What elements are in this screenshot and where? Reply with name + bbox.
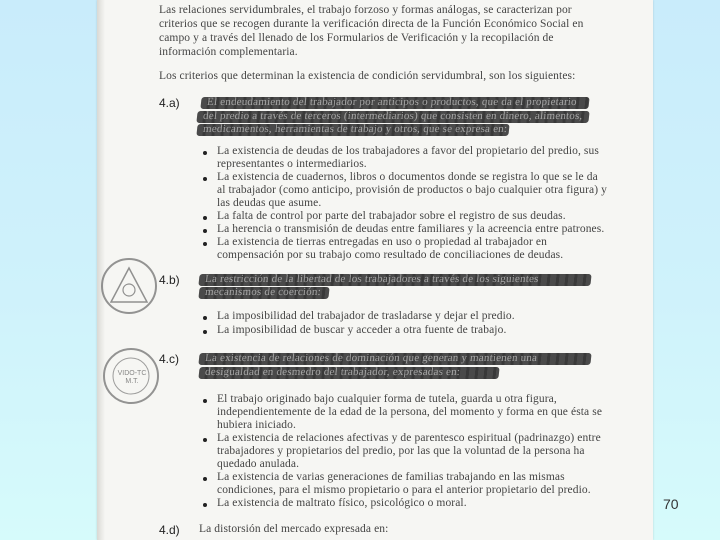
section-c-bullet-2-line-1: La existencia de relaciones afectivas y de parentesco espiritual (padrinazgo) entre (217, 432, 601, 444)
section-c-bullet-3-line-1: La existencia de varias generaciones de familias trabajando en las mismas (217, 471, 565, 483)
bullet-dot (203, 477, 207, 481)
bullet-dot (203, 216, 207, 220)
section-c-bullet-1-line-1: El trabajo originado bajo cualquier forma de tutela, guarda u otra figura, (217, 393, 557, 405)
section-a-bullet-2-line-2: al trabajador (como anticipo, provisión de productos o bajo cualquier otra figura) y (217, 184, 608, 196)
scanned-document-page (97, 0, 653, 540)
bullet-dot (203, 151, 207, 155)
section-c-bullet-1-line-2: independientemente de la edad de la persona, del momento y forma en que ésta se (217, 406, 603, 418)
official-round-stamp (103, 348, 159, 404)
bullet-dot (203, 330, 207, 334)
section-b-bullet-2: La imposibilidad de buscar y acceder a otra fuente de trabajo. (217, 324, 507, 336)
section-d-label: 4.d) (159, 523, 180, 537)
section-c-label: 4.c) (159, 352, 180, 366)
intro-line-4: información complementaria. (159, 46, 298, 58)
section-c-bullet-1-line-3: hubiera iniciado. (217, 419, 296, 431)
section-a-bullet-2-line-1: La existencia de cuadernos, libros o documentos donde se registra lo que se le da (217, 171, 598, 183)
section-b-label: 4.b) (159, 273, 180, 287)
bullet-dot (203, 316, 207, 320)
section-a-bullet-4: La herencia o transmisión de deudas entre familiares y la acreencia entre patrones. (217, 223, 605, 235)
section-a-bullet-5-line-2: compensación por su trabajo como resultado de conciliaciones de deudas. (217, 249, 564, 261)
stamp-emblem-top (101, 258, 157, 314)
intro-line-2: criterios que se recogen durante la verificación directa de la Función Económico Social en (159, 18, 584, 30)
stamp-triangle-icon (103, 260, 155, 312)
page-number: 70 (663, 496, 679, 512)
intro-line-3: campo y a través del llenado de los Formularios de Verificación y la recopilación de (159, 32, 554, 44)
section-b-highlight-2: mecanismos de coerción: (198, 287, 329, 299)
section-b-highlight-1: La restricción de la libertad de los trabajadores a través de los siguientes (198, 274, 591, 286)
section-c-highlight-1: La existencia de relaciones de dominación que generan y mantienen una (198, 353, 591, 365)
bullet-dot (203, 438, 207, 442)
section-a-bullet-2-line-3: las deudas que asume. (217, 197, 322, 209)
section-c-bullet-2-line-3: quedado anulada. (217, 458, 300, 470)
section-b-bullet-1: La imposibilidad del trabajador de trasladarse y dejar el predio. (217, 310, 515, 322)
bullet-dot (203, 503, 207, 507)
bullet-dot (203, 242, 207, 246)
section-a-highlight-2: del predio a través de terceros (intermediarios) que consisten en dinero, alimentos, (196, 111, 589, 123)
section-a-highlight-3: medicamentos, herramientas de trabajo y otros, que se expresa en: (196, 124, 509, 136)
section-a-bullet-3: La falta de control por parte del trabajador sobre el registro de sus deudas. (217, 210, 566, 222)
section-c-bullet-3-line-2: condiciones, para el mismo propietario o para el anterior propietario del predio. (217, 484, 591, 496)
section-c-bullet-2-line-2: trabajadores y propietarios del predio, por las que la voluntad de la persona ha (217, 445, 585, 457)
criteria-intro: Los criterios que determinan la existencia de condición servidumbral, son los siguientes: (159, 70, 576, 82)
bullet-dot (203, 177, 207, 181)
section-a-bullet-1-line-2: representantes o intermediarios. (217, 158, 367, 170)
bullet-dot (203, 399, 207, 403)
section-c-bullet-4: La existencia de maltrato físico, psicológico o moral. (217, 497, 467, 509)
section-c-highlight-2: desigualdad en desmedro del trabajador, expresadas en: (198, 367, 499, 379)
section-d-text: La distorsión del mercado expresada en: (199, 523, 389, 535)
stamp-text: VIDO-TC M.T. (117, 370, 147, 385)
bullet-dot (203, 229, 207, 233)
section-a-bullet-1-line-1: La existencia de deudas de los trabajadores a favor del propietario del predio, sus (217, 145, 599, 157)
section-a-label: 4.a) (159, 96, 180, 110)
section-a-highlight-1: El endeudamiento del trabajador por anticipos o productos, que da el propietario (200, 97, 589, 109)
section-a-bullet-5-line-1: La existencia de tierras entregadas en uso o propiedad al trabajador en (217, 236, 547, 248)
intro-line-1: Las relaciones servidumbrales, el trabajo forzoso y formas análogas, se caracterizan por (159, 4, 572, 16)
